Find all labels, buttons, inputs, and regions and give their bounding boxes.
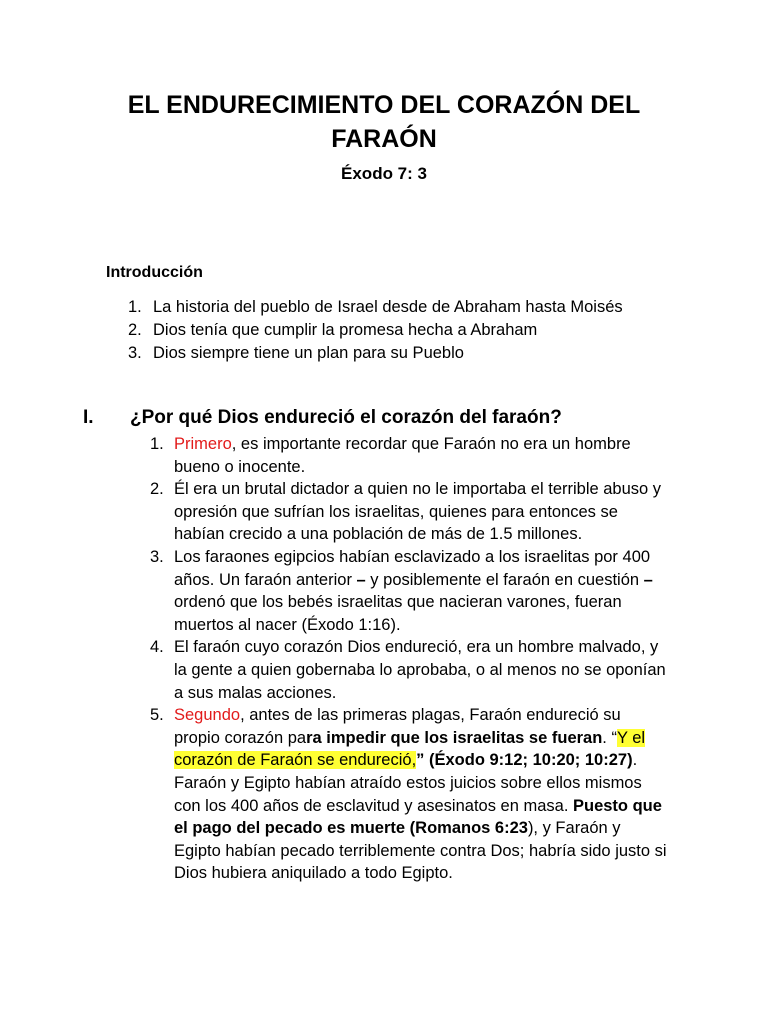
list-text: . “ [602, 728, 617, 747]
section-list [150, 433, 670, 885]
list-text: La historia del pueblo de Israel desde de Abraham hasta Moisés [153, 298, 623, 316]
list-number: 5. [150, 706, 164, 725]
dash: – [356, 570, 366, 589]
list-item [150, 704, 670, 885]
list-text: Dios tenía que cumplir la promesa hecha a Abraham [153, 321, 538, 339]
lead-word: Segundo [174, 706, 241, 725]
list-item [150, 546, 670, 636]
title-line-2: FARAÓN [331, 125, 437, 153]
list-number: 3. [128, 344, 142, 362]
list-text: , antes de las primeras plagas, Faraón endureció su propio corazón pa [174, 706, 621, 747]
list-number: 2. [128, 321, 142, 339]
list-text: Los faraones egipcios habían esclavizado a los israelitas por 400 años. Un faraón anterior [174, 547, 651, 589]
list-text: , es importante recordar que Faraón no era un hombre bueno o inocente. [174, 435, 631, 476]
list-item [150, 478, 670, 546]
bold-text: ” (Éxodo 9:12; 10:20; 10:27) [416, 751, 633, 770]
list-text: ordenó que los bebés israelitas que nacieran varones, fueran muertos al nacer (Éxodo 1:16). [174, 593, 622, 634]
section-numeral: I. [83, 407, 94, 428]
list-item [128, 342, 623, 365]
list-item [150, 433, 670, 478]
list-item [128, 296, 623, 319]
list-text: Él era un brutal dictador a quien no le importaba el terrible abuso y opresión que sufrían los israelitas, quienes para entonces se habían crecido a una población de más de 1.5 millones. [174, 480, 662, 544]
list-item [150, 636, 670, 704]
list-text: Dios siempre tiene un plan para su Pueblo [153, 344, 464, 362]
highlighted-quote: Y el corazón de Faraón se endureció, [174, 728, 646, 770]
bold-text: Puesto que el pago del pecado es muerte (Romanos 6:23 [174, 796, 662, 838]
list-number: 4. [150, 638, 164, 657]
list-text: y posiblemente el faraón en cuestión [365, 570, 644, 589]
list-item [128, 319, 623, 342]
lead-word: Primero [174, 435, 232, 453]
title-line-1: EL ENDURECIMIENTO DEL CORAZÓN DEL [127, 91, 641, 119]
list-number: 2. [150, 480, 164, 499]
section-heading [83, 407, 562, 429]
list-text: . Faraón y Egipto habían atraído estos juicios sobre ellos mismos con los 400 años de esclavitud y asesinatos en masa. [174, 751, 642, 815]
intro-heading: Introducción [106, 264, 203, 281]
scripture-reference: Éxodo 7: 3 [341, 164, 427, 183]
document-title [0, 88, 768, 156]
list-number: 3. [150, 547, 164, 566]
list-text: ), y Faraón y Egipto habían pecado terriblemente contra Dos; habría sido justo si Dios hubiera aniquilado a todo Egipto. [174, 819, 667, 883]
list-number: 1. [150, 435, 164, 453]
list-number: 1. [128, 298, 142, 316]
intro-list [128, 296, 623, 365]
bold-text: ra impedir que los israelitas se fueran [306, 728, 603, 747]
section-title: ¿Por qué Dios endureció el corazón del faraón? [130, 407, 562, 428]
dash: – [643, 570, 653, 589]
list-text: El faraón cuyo corazón Dios endureció, era un hombre malvado, y la gente a quien gobernaba lo aprobaba, o al menos no se oponían a sus malas acciones. [174, 638, 666, 702]
